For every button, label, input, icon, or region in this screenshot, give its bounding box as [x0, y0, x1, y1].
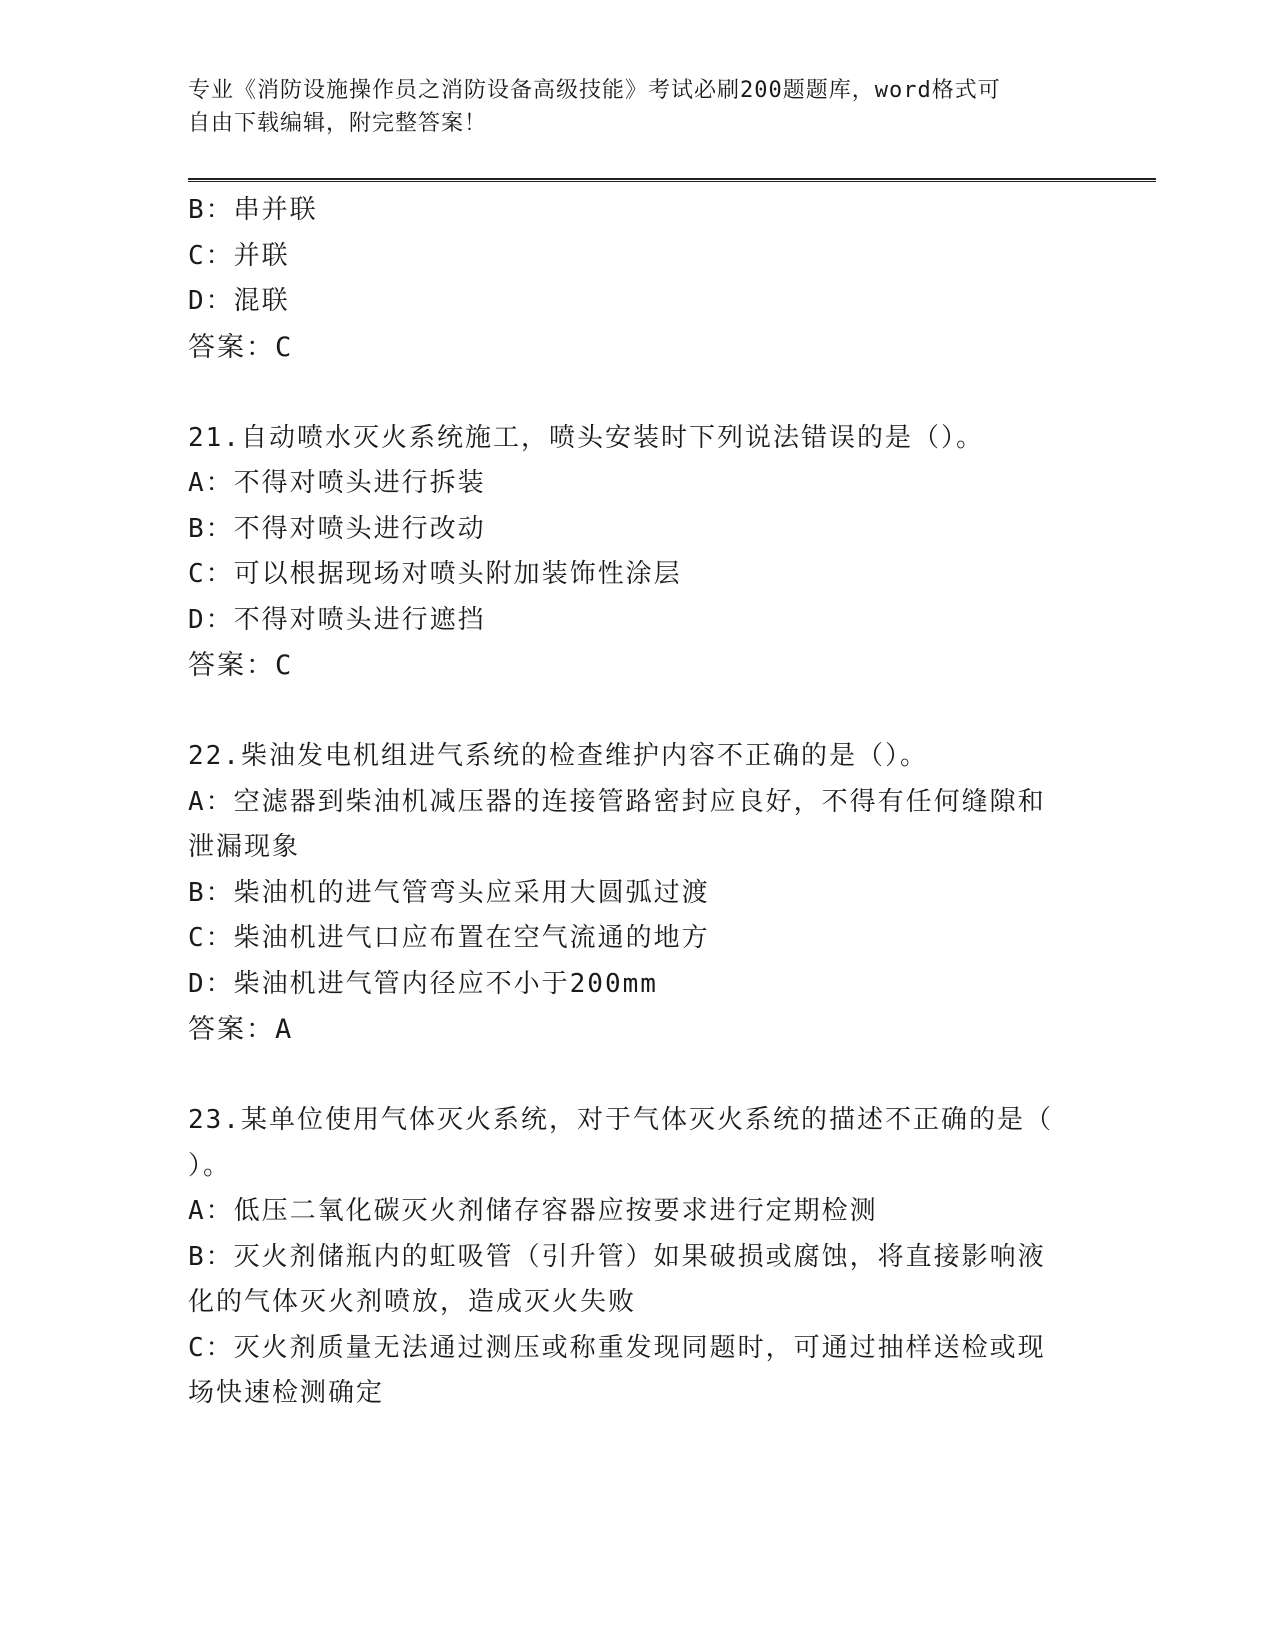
- option-d: D：不得对喷头进行遮挡: [188, 604, 486, 635]
- spacer: [188, 689, 1068, 735]
- answer: 答案：C: [188, 331, 294, 363]
- option-a: A：低压二氧化碳灭火剂储存容器应按要求进行定期检测: [188, 1196, 878, 1226]
- question-21: [188, 416, 1068, 689]
- spacer: [188, 1053, 1068, 1099]
- question-22: [188, 734, 1068, 1053]
- spacer: [188, 370, 1068, 416]
- question-content: [188, 188, 1068, 1417]
- question-text-line-2: ）。: [188, 1150, 232, 1181]
- option-c: C：柴油机进气口应布置在空气流通的地方: [188, 923, 710, 953]
- question-text-line-1: 23.某单位使用气体灭火系统，对于气体灭火系统的描述不正确的是（: [188, 1105, 1053, 1135]
- header-line-1: 专业《消防设施操作员之消防设备高级技能》考试必刷200题题库，word格式可: [188, 78, 1001, 103]
- question-23: [188, 1098, 1068, 1417]
- question-text: 21.自动喷水灭火系统施工，喷头安装时下列说法错误的是（）。: [188, 422, 984, 453]
- header-divider: [188, 178, 1156, 182]
- option-c: C：可以根据现场对喷头附加装饰性涂层: [188, 559, 682, 589]
- option-d: D：混联: [188, 286, 290, 316]
- question-text: 22.柴油发电机组进气系统的检查维护内容不正确的是（）。: [188, 741, 928, 771]
- answer: 答案：C: [188, 650, 294, 681]
- option-c-line-2: 场快速检测确定: [188, 1378, 385, 1408]
- page-header: [188, 74, 1068, 140]
- option-b: B：柴油机的进气管弯头应采用大圆弧过渡: [188, 877, 710, 908]
- option-b: B：串并联: [188, 195, 318, 225]
- option-d: D：柴油机进气管内径应不小于200mm: [188, 968, 658, 999]
- option-a: A：不得对喷头进行拆装: [188, 468, 486, 498]
- option-b: B：不得对喷头进行改动: [188, 513, 486, 544]
- header-line-2: 自由下载编辑，附完整答案！: [188, 111, 488, 136]
- option-b-line-2: 化的气体灭火剂喷放，造成灭火失败: [188, 1287, 637, 1317]
- option-b-line-1: B：灭火剂储瓶内的虹吸管（引升管）如果破损或腐蚀，将直接影响液: [188, 1241, 1046, 1272]
- answer: 答案：A: [188, 1014, 294, 1045]
- option-c-line-1: C：灭火剂质量无法通过测压或称重发现同题时，可通过抽样送检或现: [188, 1332, 1046, 1363]
- option-c: C：并联: [188, 240, 290, 271]
- question-20-tail: [188, 188, 1068, 370]
- option-a-line-2: 泄漏现象: [188, 832, 301, 862]
- option-a-line-1: A：空滤器到柴油机减压器的连接管路密封应良好，不得有任何缝隙和: [188, 786, 1046, 817]
